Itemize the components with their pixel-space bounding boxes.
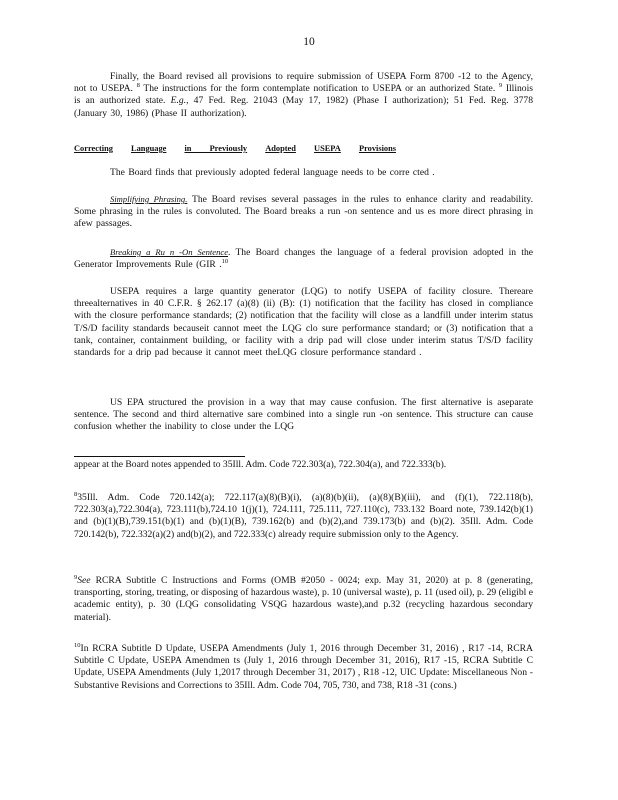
paragraph-text: Illinois is an authorized state. [74,83,533,107]
footnote-mark: 10 [74,641,81,649]
footnote-ref-10: 10 [221,258,229,266]
section-heading [74,143,533,155]
heading-word: Correcting [74,144,113,153]
paragraph-text: . The Board changes the language of a federal provision adopted in the Generator Improvements Rule (GIR . [74,247,533,271]
paragraph-text: Finally, the Board revised all provisions to require submission of USEPA Form 8700 -12 to the Agency, not to USEPA. [74,71,533,95]
paragraph-lqg: USEPA requires a large quantity generator (LQG) to notify USEPA of facility closure. Thereare threealternatives in 40 C.F.R. § 262.17 (a)(8) (ii) (B): (1) notification that the facility has closed in compliance with the closure performance standards; (2) notification that the facility will close as a landfill under interim status T/S/D facility standards becauseit cannot meet the LQG clo sure performance standard; or (3) notification that a tank, container, containment building, or facility with a drip pad will close under interim status T/S/D facility standards for a drip pad because it cannot meet theLQG closure performance standard . [74,286,533,359]
paragraph-intro: The Board finds that previously adopted federal language needs to be corre cted . [110,167,435,178]
footnote-ref-8: 8 [136,82,140,90]
heading-word: Provisions [358,144,397,153]
footnote-ref-9: 9 [498,82,503,90]
paragraph-form-submission [74,71,533,120]
footnote-text: RCRA Subtitle C Instructions and Forms (OMB #2050 - 0024; exp. May 31, 2020) at p. 8 (generating, transporting, storing, treating, or disposing of hazardous waste), p. 10 (universal waste), p. 11 (used oil), p. 29 (eligibl e academic entity), p. 30 (LQG consolidating VSQG hazardous waste),and p.32 (recycling hazardous secondary material). [74,575,533,623]
footnote-9 [74,575,533,624]
paragraph-simplifying [74,193,533,231]
run-in-heading: Breaking a Ru n -On Sentence [110,247,229,257]
footnote-text: 35Ill. Adm. Code 720.142(a); 722.117(a)(8)(B)(i), (a)(8)(b)(ii), (a)(8)(B)(iii), and (f)(1), 722.118(b), 722.303(a),722.304(a), 723.111(b),724.10 1(j)(1), 724.111, 725.111, 727.110(c), 733.132 Board note, 739.142(b)(1) and (b)(1)(B),739.151(b)(1) and (b)(1)(B), 739.162(b) and (b)(2),and 739.173(b) and (b)(2). 35Ill. Adm. Code 720.142(b), 722.332(a)(2) and(b)(2), and 722.333(c) already require submission only to the Agency. [74,492,533,540]
footnote-10 [74,643,533,692]
citation-signal: See [77,575,91,586]
paragraph-text: The instructions for the form contemplate notification to USEPA or an authorized State. [143,83,496,95]
heading-word: USEPA [314,144,341,153]
footnote-text: , R18 -31 (cons.) [391,679,457,691]
footnote-mark: 8 [74,490,78,498]
footnote-continuation: appear at the Board notes appended to 35Ill. Adm. Code 722.303(a), 722.304(a), and 722.333(b). [74,459,447,470]
heading-word: Language [131,144,167,153]
paragraph-breaking [74,246,533,271]
footnote-8 [74,492,533,541]
paragraph-text: The Board revises several passages in the rules to enhance clarity and readability. Some phrasing in the rules is convoluted. The Board breaks a run -on sentence and us es more direct phrasing in afew passages. [74,194,533,230]
heading-word: Adopted [265,144,296,153]
page-number: 10 [303,36,315,48]
footnote-text: , R17 -15, RCRA Subtitle C Update, USEPA Amendments (July 1,2017 through December 31, 2017) , R18 -12, UIC Update: Miscellaneous Non - Substantive Revisions and Corrections to 35Ill. Adm. Code 704, 705, 730, and 738 [74,655,533,691]
heading-word: in Previously [184,144,248,153]
footnote-separator [74,456,245,457]
footnote-text: In RCRA Subtitle D Update, USEPA Amendments (July 1, 2016 through December 31, 2016) , R17 -14, RCRA Subtitle C Update, USEPA Amendmen ts (July 1, 2016 through December 31, 2016) [74,643,533,667]
paragraph-structured: US EPA structured the provision in a way that may cause confusion. The first alternative is aseparate sentence. The second and third alternative sare combined into a single run -on sentence. This structure can cause confusion whether the inability to close under the LQG [74,397,533,433]
paragraph-text: , 47 Fed. Reg. 21043 (May 17, 1982) (Phase I authorization); 51 Fed. Reg. 3778 (January 30, 1986) (Phase II authorization). [74,95,533,119]
run-in-heading: Simplifying Phrasing. [110,194,188,204]
citation-signal: E.g. [170,95,187,107]
footnote-mark: 9 [74,573,78,581]
